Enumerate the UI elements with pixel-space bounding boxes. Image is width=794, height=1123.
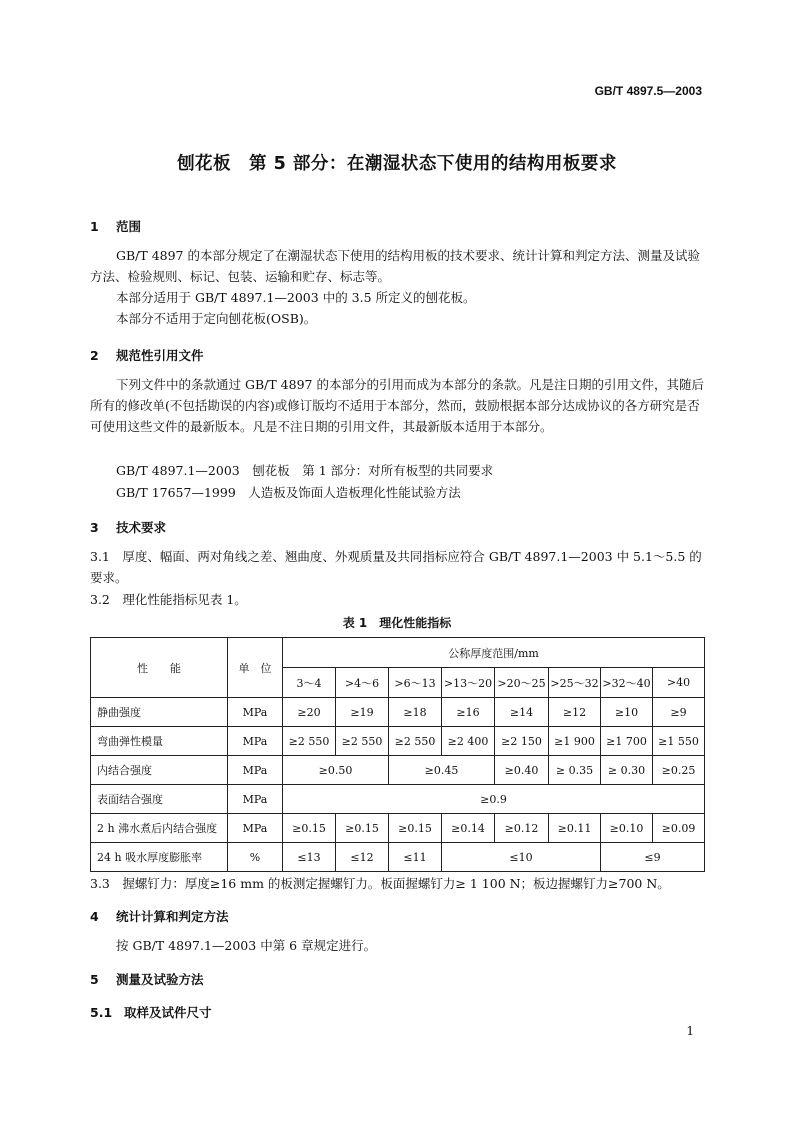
range-header: >32～40 xyxy=(601,668,653,698)
value-cell: ≥0.12 xyxy=(495,814,549,843)
property-name: 静曲强度 xyxy=(91,698,228,727)
value-cell: ≥12 xyxy=(549,698,601,727)
property-name: 24 h 吸水厚度膨胀率 xyxy=(91,843,228,872)
section-1-para-1: GB/T 4897 的本部分规定了在潮湿状态下使用的结构用板的技术要求、统计计算和判定方法、测量及试验方法、检验规则、标记、包装、运输和贮存、标志等。 xyxy=(90,248,700,284)
value-cell: ≥1 700 xyxy=(601,727,653,756)
section-number: 5 xyxy=(90,972,99,987)
range-header: 3～4 xyxy=(283,668,336,698)
section-4-heading xyxy=(90,907,229,925)
value-cell: ≥0.50 xyxy=(283,756,389,785)
range-header: >25～32 xyxy=(549,668,601,698)
section-title: 技术要求 xyxy=(116,520,167,535)
table-row xyxy=(91,756,705,785)
value-cell: ≥0.40 xyxy=(495,756,549,785)
table-caption: 表 1 理化性能指标 xyxy=(342,616,452,630)
section-2-heading xyxy=(90,346,204,364)
header-unit: 单 位 xyxy=(228,638,283,698)
standard-code: GB/T 4897.5—2003 xyxy=(594,84,702,98)
range-header: >13～20 xyxy=(442,668,495,698)
property-name: 弯曲弹性模量 xyxy=(91,727,228,756)
range-header: >4～6 xyxy=(336,668,389,698)
value-cell: ≥2 550 xyxy=(283,727,336,756)
value-cell: ≥0.25 xyxy=(653,756,705,785)
value-cell: ≥2 150 xyxy=(495,727,549,756)
value-cell: ≥0.9 xyxy=(283,785,705,814)
clause-3-2: 3.2 理化性能指标见表 1。 xyxy=(90,592,247,607)
value-cell: ≥2 400 xyxy=(442,727,495,756)
value-cell: ≤11 xyxy=(389,843,442,872)
value-cell: ≤12 xyxy=(336,843,389,872)
property-name: 表面结合强度 xyxy=(91,785,228,814)
value-cell: ≥1 550 xyxy=(653,727,705,756)
property-name: 2 h 沸水煮后内结合强度 xyxy=(91,814,228,843)
section-title: 取样及试件尺寸 xyxy=(124,1005,212,1020)
section-1-heading xyxy=(90,217,141,235)
section-2-para-1: 下列文件中的条款通过 GB/T 4897 的本部分的引用而成为本部分的条款。凡是注日期的引用文件，其随后所有的修改单(不包括勘误的内容)或修订版均不适用于本部分，然而，鼓励根据本部分达成协议的各方研究是否可使用这些文件的最新版本。凡是不注日期的引用文件，其最新版本适用于本部分。 xyxy=(90,377,704,434)
section-number: 4 xyxy=(90,909,99,924)
section-1-para-2: 本部分适用于 GB/T 4897.1—2003 中的 3.5 所定义的刨花板。 xyxy=(116,290,476,305)
table-row xyxy=(91,843,705,872)
value-cell: ≤13 xyxy=(283,843,336,872)
value-cell: ≥14 xyxy=(495,698,549,727)
value-cell: ≤9 xyxy=(601,843,705,872)
clause-3-3: 3.3 握螺钉力：厚度≥16 mm 的板测定握螺钉力。板面握螺钉力≥ 1 100 N；板边握螺钉力≥700 N。 xyxy=(90,876,670,891)
value-cell: ≥16 xyxy=(442,698,495,727)
value-cell: ≥2 550 xyxy=(336,727,389,756)
value-cell: ≥2 550 xyxy=(389,727,442,756)
value-cell: ≥9 xyxy=(653,698,705,727)
unit-cell: MPa xyxy=(228,698,283,727)
range-header: >40 xyxy=(653,668,705,698)
table-row xyxy=(91,698,705,727)
reference-2: GB/T 17657—1999 人造板及饰面人造板理化性能试验方法 xyxy=(116,485,461,500)
unit-cell: MPa xyxy=(228,785,283,814)
range-header: >20～25 xyxy=(495,668,549,698)
range-header: >6～13 xyxy=(389,668,442,698)
value-cell: ≥ 0.30 xyxy=(601,756,653,785)
header-thickness-range: 公称厚度范围/mm xyxy=(283,638,705,668)
table-row xyxy=(91,785,705,814)
value-cell: ≥0.09 xyxy=(653,814,705,843)
property-name: 内结合强度 xyxy=(91,756,228,785)
section-title: 范围 xyxy=(116,219,142,234)
document-title: 刨花板 第 5 部分：在潮湿状态下使用的结构用板要求 xyxy=(177,154,617,174)
section-5-heading xyxy=(90,970,204,988)
section-1-para-3: 本部分不适用于定向刨花板(OSB)。 xyxy=(116,311,317,326)
page-number: 1 xyxy=(686,1024,694,1038)
value-cell: ≥20 xyxy=(283,698,336,727)
section-title: 测量及试验方法 xyxy=(116,972,204,987)
value-cell: ≥0.11 xyxy=(549,814,601,843)
value-cell: ≥19 xyxy=(336,698,389,727)
properties-table xyxy=(90,637,705,872)
value-cell: ≥10 xyxy=(601,698,653,727)
unit-cell: MPa xyxy=(228,756,283,785)
value-cell: ≥0.15 xyxy=(283,814,336,843)
section-3-heading xyxy=(90,518,166,536)
value-cell: ≥18 xyxy=(389,698,442,727)
value-cell: ≥0.15 xyxy=(336,814,389,843)
header-property: 性 能 xyxy=(91,638,228,698)
section-5-1-heading xyxy=(90,1003,212,1021)
table-row xyxy=(91,814,705,843)
value-cell: ≥ 0.35 xyxy=(549,756,601,785)
unit-cell: % xyxy=(228,843,283,872)
value-cell: ≤10 xyxy=(442,843,601,872)
section-number: 3 xyxy=(90,520,99,535)
value-cell: ≥0.45 xyxy=(389,756,495,785)
clause-3-1: 3.1 厚度、幅面、两对角线之差、翘曲度、外观质量及共同指标应符合 GB/T 4897.1—2003 中 5.1～5.5 的要求。 xyxy=(90,549,702,585)
value-cell: ≥0.15 xyxy=(389,814,442,843)
section-number: 1 xyxy=(90,219,99,234)
unit-cell: MPa xyxy=(228,814,283,843)
value-cell: ≥1 900 xyxy=(549,727,601,756)
section-4-para-1: 按 GB/T 4897.1—2003 中第 6 章规定进行。 xyxy=(116,938,377,953)
table-row xyxy=(91,727,705,756)
value-cell: ≥0.14 xyxy=(442,814,495,843)
reference-1: GB/T 4897.1—2003 刨花板 第 1 部分：对所有板型的共同要求 xyxy=(116,463,494,478)
section-number: 5.1 xyxy=(90,1005,113,1020)
unit-cell: MPa xyxy=(228,727,283,756)
section-title: 规范性引用文件 xyxy=(116,348,204,363)
value-cell: ≥0.10 xyxy=(601,814,653,843)
section-number: 2 xyxy=(90,348,99,363)
section-title: 统计计算和判定方法 xyxy=(116,909,229,924)
